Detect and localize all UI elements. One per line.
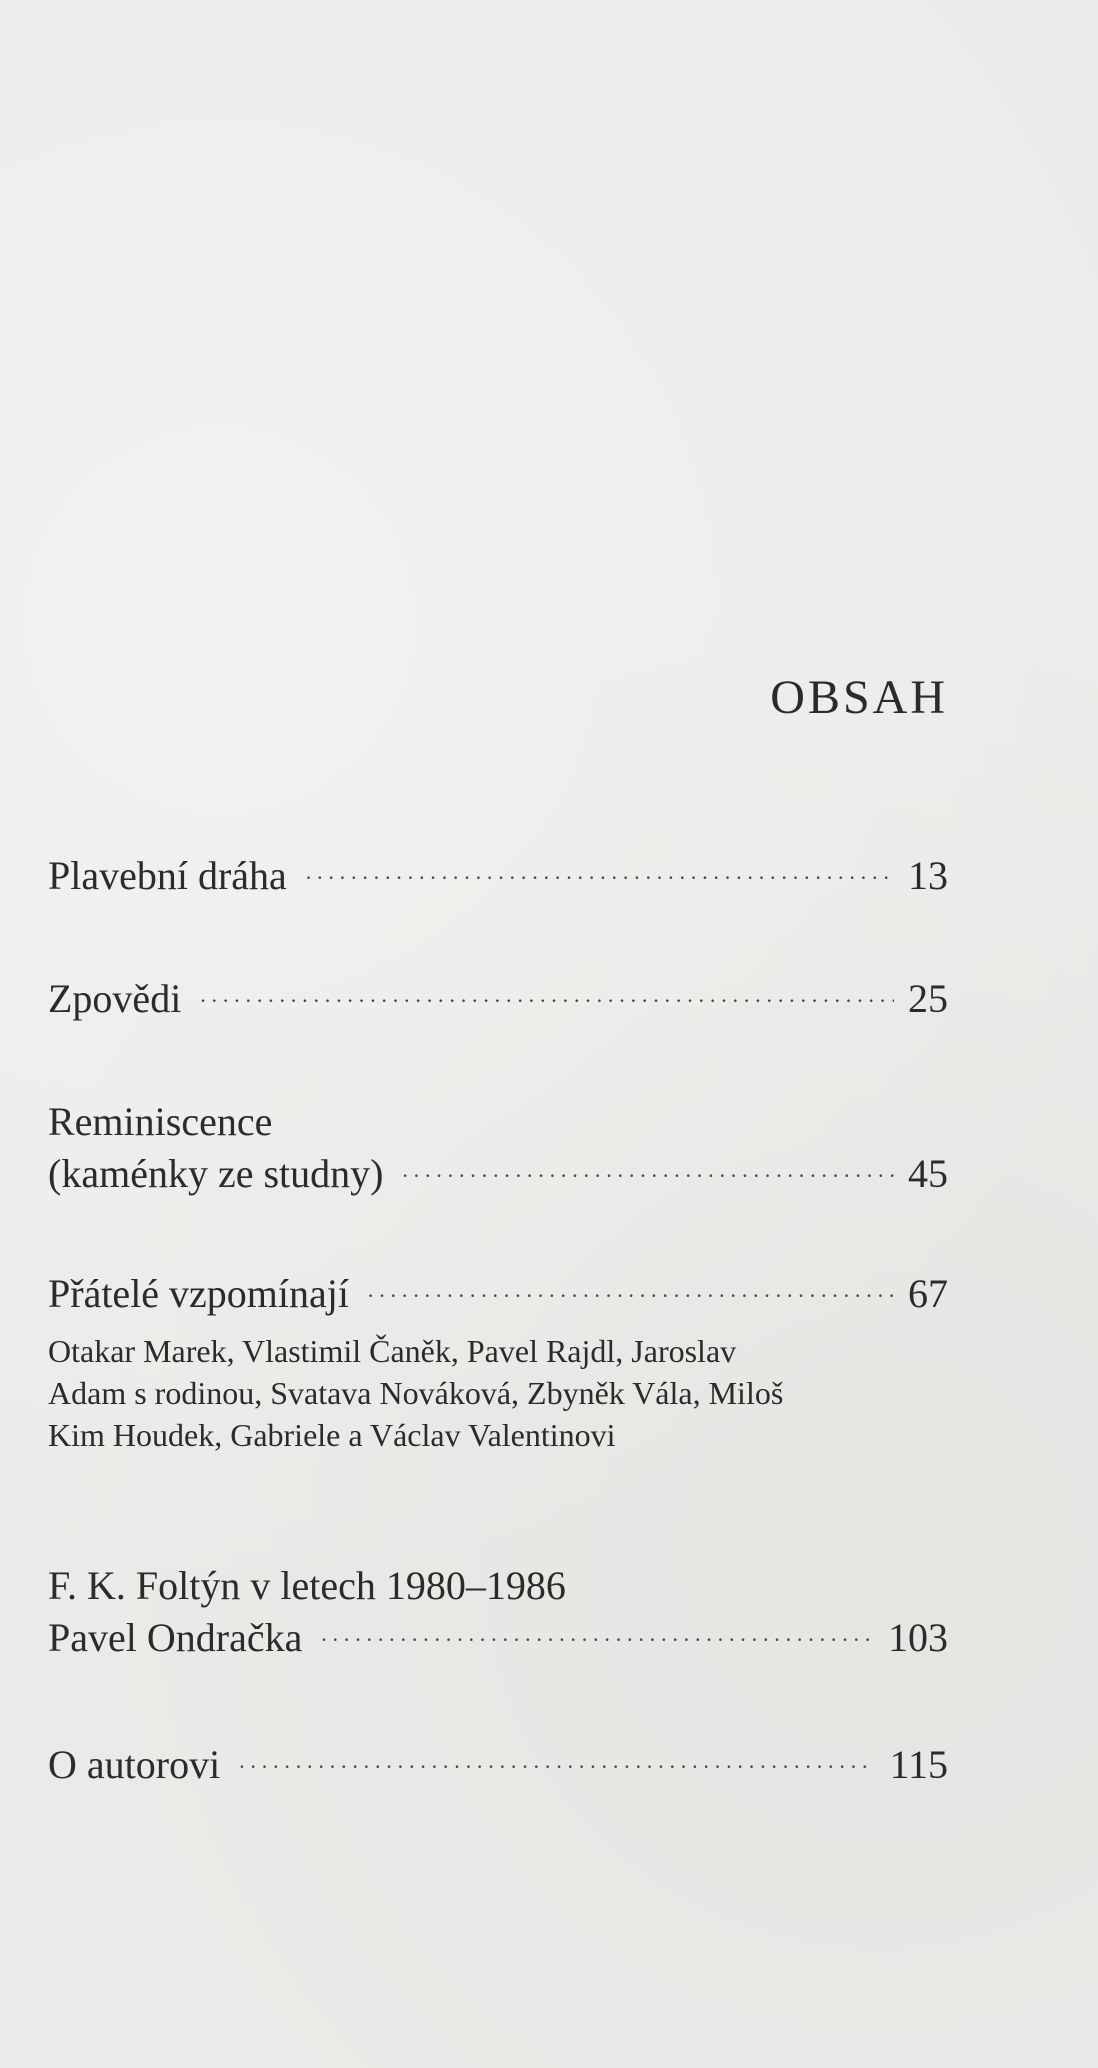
toc-row <box>48 1268 948 1326</box>
contributor-names: Kim Houdek, Gabriele a Václav Valentinovi <box>48 1417 616 1453</box>
toc-page-number: 115 <box>889 1742 948 1787</box>
toc-entry-title: Zpovědi <box>48 976 182 1021</box>
dot-leader <box>401 1150 894 1202</box>
toc-entry <box>48 1268 948 1456</box>
contributor-names: Adam s rodinou, Svatava Nováková, Zbyněk Vála, Miloš <box>48 1375 784 1411</box>
page-title: OBSAH <box>770 671 948 724</box>
toc-row <box>48 1739 948 1797</box>
toc-entry <box>48 1560 948 1670</box>
toc-page-number: 13 <box>908 853 948 898</box>
toc-entry <box>48 1096 948 1206</box>
toc-entry-title: O autorovi <box>48 1742 221 1787</box>
toc-entry <box>48 1739 948 1797</box>
toc-entry-title: Přátelé vzpomínají <box>48 1271 350 1316</box>
toc-entry-title: (kaménky ze studny) <box>48 1151 384 1196</box>
toc-entry-title-line: F. K. Foltýn v letech 1980–1986 <box>48 1563 566 1608</box>
dot-leader <box>320 1614 874 1666</box>
toc-entry-title-line: Reminiscence <box>48 1099 273 1144</box>
toc-entry <box>48 973 948 1031</box>
contributor-names: Otakar Marek, Vlastimil Čaněk, Pavel Rajdl, Jaroslav <box>48 1333 737 1369</box>
toc-row <box>48 1148 948 1206</box>
dot-leader <box>367 1270 894 1322</box>
dot-leader <box>199 975 894 1027</box>
toc-row <box>48 973 948 1031</box>
toc-page-number: 25 <box>908 976 948 1021</box>
toc-page-number: 67 <box>908 1271 948 1316</box>
toc-row <box>48 1612 948 1670</box>
toc-page-number: 45 <box>908 1151 948 1196</box>
dot-leader <box>305 852 894 904</box>
toc-row <box>48 850 948 908</box>
toc-entry-title: Pavel Ondračka <box>48 1615 303 1660</box>
toc-page-number: 103 <box>888 1615 948 1660</box>
toc-entry <box>48 850 948 908</box>
dot-leader <box>238 1741 875 1793</box>
toc-entry-title: Plavební dráha <box>48 853 287 898</box>
